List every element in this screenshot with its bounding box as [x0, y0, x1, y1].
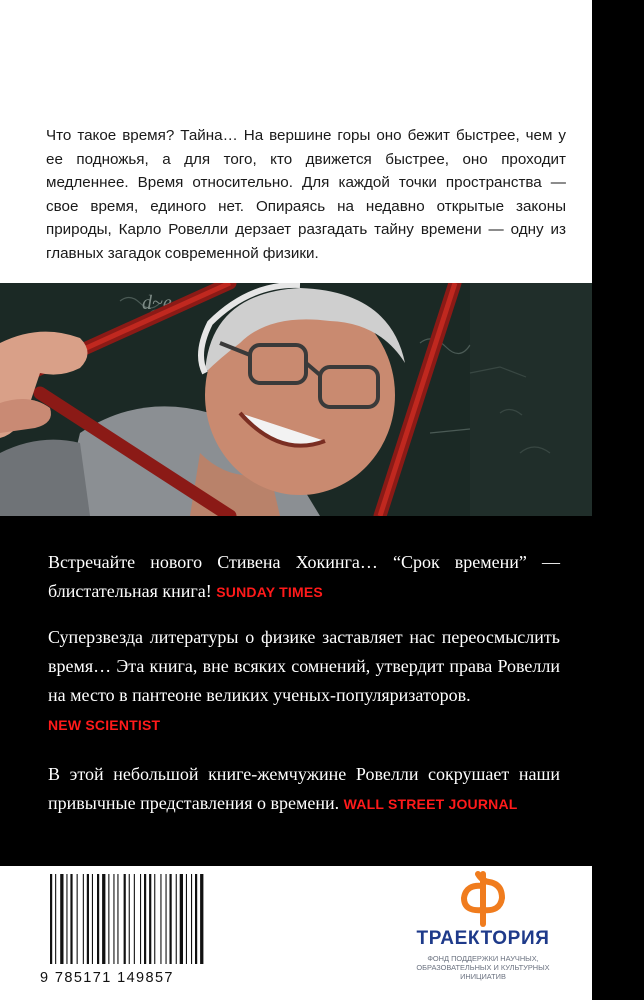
barcode-bar: [108, 874, 109, 964]
barcode-bar: [170, 874, 172, 964]
bottom-band: [0, 866, 592, 1000]
review-text: В этой небольшой книге-жемчужине Ровелли сокрушает наши привычные представления о времени.: [48, 764, 560, 813]
barcode-bar: [154, 874, 155, 964]
barcode-bar: [144, 874, 146, 964]
barcode-bar: [200, 874, 203, 964]
barcode-bar: [180, 874, 183, 964]
barcode-bar: [129, 874, 130, 964]
barcode-icon: [40, 874, 228, 968]
publisher-logo: [398, 868, 568, 994]
barcode-bar: [55, 874, 56, 964]
review-quote: [48, 623, 560, 740]
author-portrait-image: [0, 283, 592, 516]
review-source: NEW SCIENTIST: [48, 717, 161, 733]
barcode-bar: [50, 874, 52, 964]
barcode-bar: [97, 874, 99, 964]
reviews-section: [0, 516, 592, 866]
review-source: WALL STREET JOURNAL: [343, 796, 518, 812]
page-edge: [592, 0, 644, 1000]
review-text: Встречайте нового Стивена Хокинга… “Срок времени” — блистательная книга!: [48, 552, 560, 601]
review-source: SUNDAY TIMES: [216, 584, 323, 600]
publisher-name: ТРАЕКТОРИЯ: [416, 928, 550, 949]
barcode-bar: [92, 874, 93, 964]
barcode-bar: [113, 874, 114, 964]
isbn-digits: 9 785171 149857: [40, 970, 174, 986]
author-photo: [0, 283, 592, 516]
barcode-bar: [83, 874, 84, 964]
barcode-bar: [66, 874, 67, 964]
trajectory-logo-icon: [454, 870, 512, 928]
barcode-bar: [70, 874, 72, 964]
barcode-bar: [140, 874, 141, 964]
barcode-bar: [117, 874, 118, 964]
barcode-bar: [149, 874, 151, 964]
barcode-bar: [134, 874, 135, 964]
review-text: Суперзвезда литературы о физике заставляет нас переосмыслить время… Эта книга, вне всяких сомнений, утвердит права Ровелли на место в пантеоне великих ученых-популяризаторов.: [48, 627, 560, 705]
barcode-bar: [160, 874, 161, 964]
barcode-bar: [60, 874, 63, 964]
barcode-bar: [176, 874, 177, 964]
book-description: Что такое время? Тайна… На вершине горы оно бежит быстрее, чем у ее подножья, а для того, кто движется быстрее, оно проходит медленнее. Время относительно. Для каждой точки пространства — свое время, единого нет. Опираясь на недавно открытые законы природы, Карло Ровелли дерзает разгадать тайну времени — одну из главных загадок современной физики.: [46, 127, 566, 262]
barcode-bar: [124, 874, 126, 964]
review-quote: [48, 760, 560, 819]
isbn-barcode: [40, 874, 228, 990]
blurb-panel: [0, 0, 592, 283]
barcode-bar: [186, 874, 187, 964]
barcode-bar: [191, 874, 192, 964]
barcode-bar: [166, 874, 167, 964]
barcode-bar: [87, 874, 89, 964]
barcode-bar: [77, 874, 78, 964]
publisher-subtitle: ФОНД ПОДДЕРЖКИ НАУЧНЫХ, ОБРАЗОВАТЕЛЬНЫХ И КУЛЬТУРНЫХ ИНИЦИАТИВ: [416, 954, 550, 981]
barcode-bar: [195, 874, 197, 964]
barcode-bar: [102, 874, 105, 964]
review-quote: [48, 548, 560, 607]
svg-text:d~e: d~e: [142, 292, 172, 314]
